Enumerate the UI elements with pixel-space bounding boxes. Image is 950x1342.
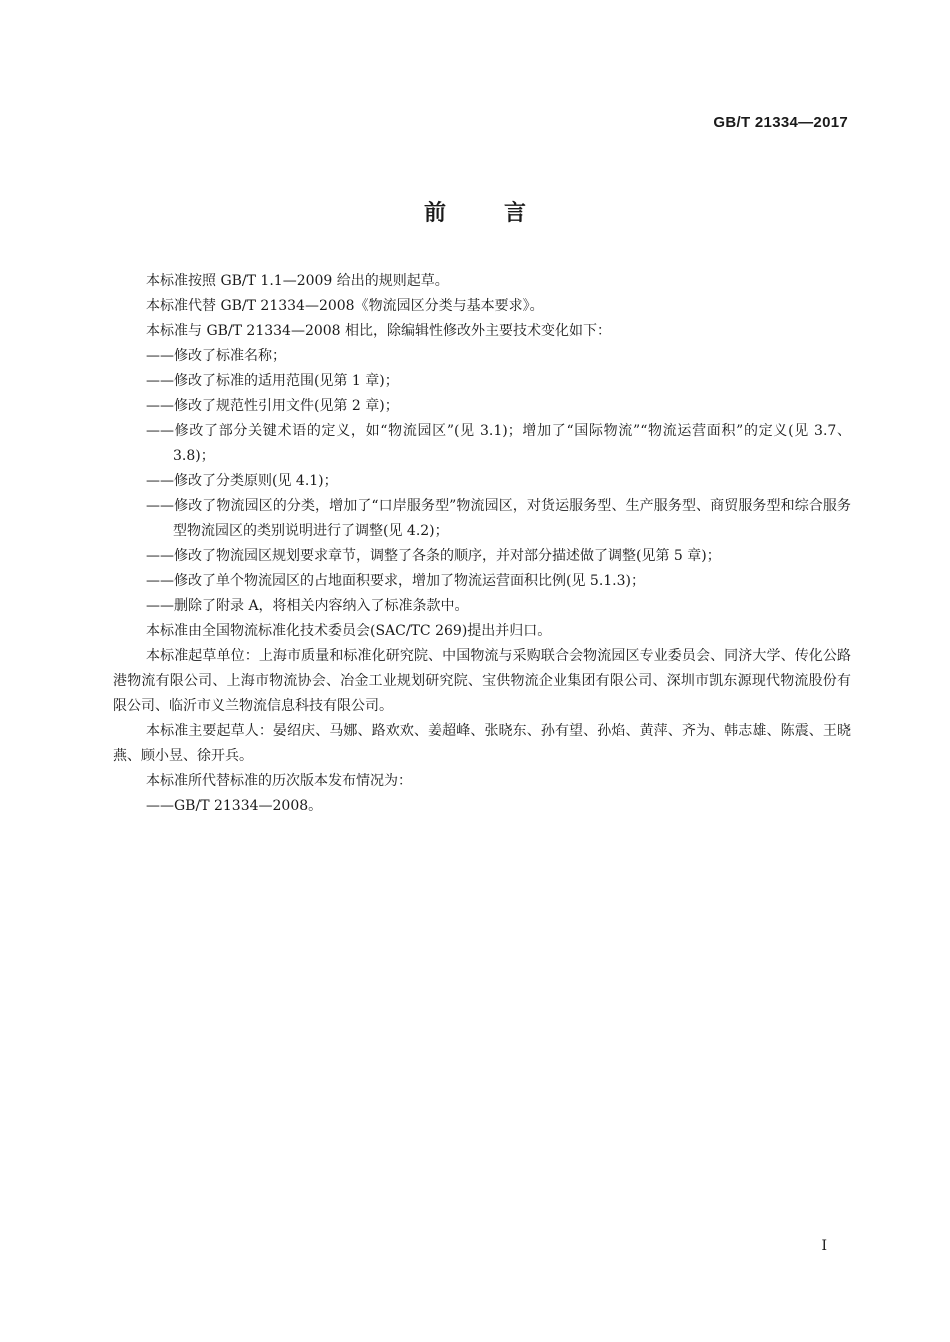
- paragraph-changes-intro: 本标准与 GB/T 21334—2008 相比，除编辑性修改外主要技术变化如下：: [146, 323, 612, 339]
- paragraph-replaces: 本标准代替 GB/T 21334—2008《物流园区分类与基本要求》。: [146, 298, 544, 314]
- paragraph-history-intro: 本标准所代替标准的历次版本发布情况为：: [146, 773, 412, 789]
- list-item: ——删除了附录 A，将相关内容纳入了标准条款中。: [146, 598, 469, 614]
- paragraph-drafting-units: 本标准起草单位：上海市质量和标准化研究院、中国物流与采购联合会物流园区专业委员会、同济大学、传化公路港物流有限公司、上海市物流协会、冶金工业规划研究院、宝供物流企业集团有限公司、深圳市凯东源现代物流股份有限公司、临沂市义兰物流信息科技有限公司。: [113, 648, 851, 714]
- list-item: ——修改了规范性引用文件(见第 2 章)；: [146, 398, 399, 414]
- list-item: ——修改了标准名称；: [146, 348, 286, 364]
- list-item: ——修改了标准的适用范围(见第 1 章)；: [146, 373, 399, 389]
- page-title: 前言: [423, 201, 584, 226]
- list-item: ——修改了分类原则(见 4.1)；: [146, 473, 338, 489]
- changes-list: [113, 344, 851, 619]
- list-item: ——修改了单个物流园区的占地面积要求，增加了物流运营面积比例(见 5.1.3)；: [146, 573, 645, 589]
- paragraph-drafters: 本标准主要起草人：晏绍庆、马娜、路欢欢、姜超峰、张晓东、孙有望、孙焰、黄萍、齐为、韩志雄、陈震、王晓燕、顾小昱、徐开兵。: [113, 723, 851, 764]
- history-list: [113, 794, 851, 819]
- list-item: ——修改了物流园区规划要求章节，调整了各条的顺序，并对部分描述做了调整(见第 5 章)；: [146, 548, 721, 564]
- document-body: [113, 269, 851, 819]
- paragraph-drafting-rules: 本标准按照 GB/T 1.1—2009 给出的规则起草。: [146, 273, 449, 289]
- standard-code: GB/T 21334—2017: [713, 114, 848, 131]
- list-item: ——修改了部分关键术语的定义，如“物流园区”(见 3.1)；增加了“国际物流”“物流运营面积”的定义(见 3.7、3.8)；: [146, 423, 851, 464]
- paragraph-proposer: 本标准由全国物流标准化技术委员会(SAC/TC 269)提出并归口。: [146, 623, 552, 639]
- list-item: ——GB/T 21334—2008。: [146, 798, 323, 814]
- page-number: I: [821, 1238, 827, 1254]
- list-item: ——修改了物流园区的分类，增加了“口岸服务型”物流园区，对货运服务型、生产服务型、商贸服务型和综合服务型物流园区的类别说明进行了调整(见 4.2)；: [146, 498, 851, 539]
